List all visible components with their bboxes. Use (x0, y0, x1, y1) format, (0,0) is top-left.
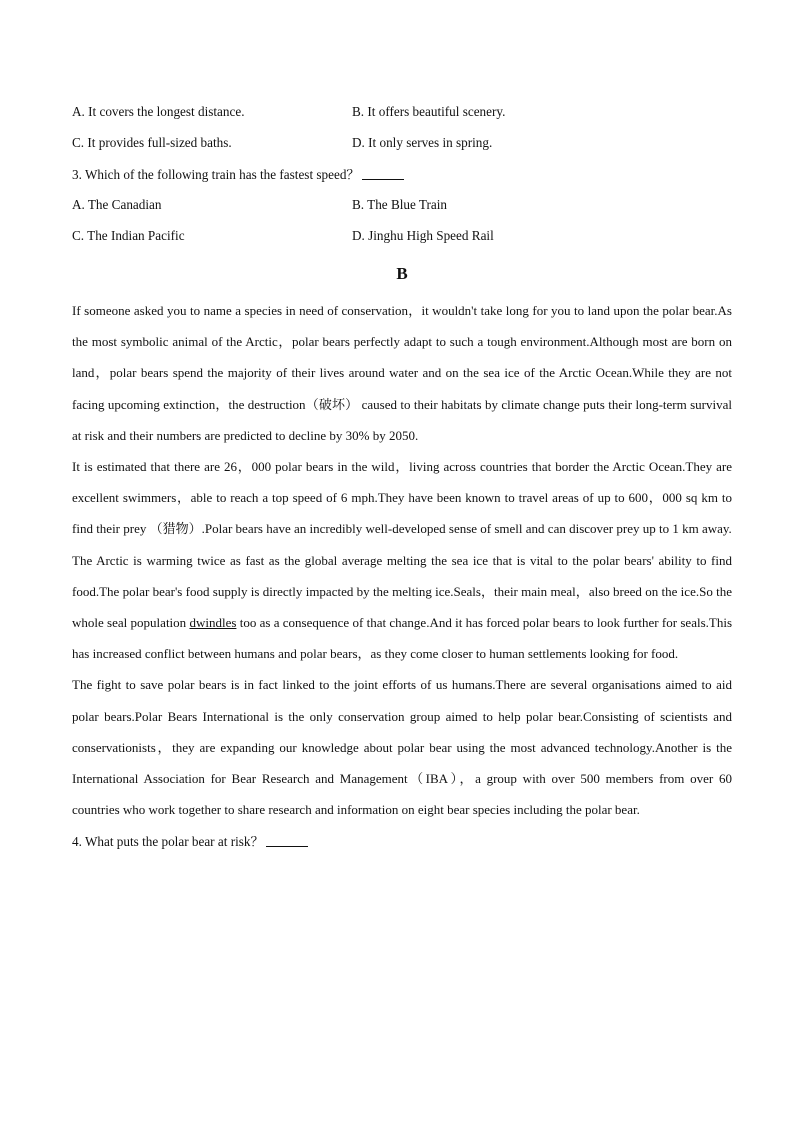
passage-paragraph-2: It is estimated that there are 26，000 polar bears in the wild，living across countries that border the Arctic Ocean.They are excellent swimmers，able to reach a top speed of 6 mph.They have been known to travel areas of up to 600，000 sq km to find their prey （猎物）.Polar bears have an incredibly well-developed sense of smell and can discover prey up to 1 km away. (72, 459, 732, 537)
q2-option-a[interactable]: A. It covers the longest distance. (72, 103, 245, 119)
q2-option-b[interactable]: B. It offers beautiful scenery. (352, 103, 506, 119)
question-4 (72, 825, 732, 856)
q2-options-row-1 (72, 96, 732, 127)
answer-blank-3[interactable] (362, 167, 404, 180)
q3-option-d[interactable]: D. Jinghu High Speed Rail (352, 227, 494, 243)
paragraph-3-text-before: The Arctic is warming twice as fast as the global average melting the sea ice that is vital to the polar bears' ability to find food.The polar bear's food supply is directly impacted by the melting ice.Seals，their main meal，also breed on the ice.So the whole seal population (72, 552, 732, 631)
q3-option-c[interactable]: C. The Indian Pacific (72, 227, 185, 243)
question-3 (72, 158, 732, 189)
q3-option-b[interactable]: B. The Blue Train (352, 196, 448, 212)
answer-blank-4[interactable] (266, 834, 308, 847)
q3-options-row-1 (72, 189, 732, 220)
underlined-word: dwindles (189, 615, 237, 631)
paragraph-3-text-after: too as a consequence of that change.And it has forced polar bears to look further for seals.This has increased conflict between humans and polar bears，as they come closer to human settlements looking for food. (72, 615, 732, 662)
q2-options-row-2 (72, 127, 732, 158)
q2-option-c[interactable]: C. It provides full-sized baths. (72, 134, 232, 150)
document-page (72, 96, 732, 856)
q3-options-row-2 (72, 220, 732, 251)
passage-paragraph-4: The fight to save polar bears is in fact linked to the joint efforts of us humans.There are several organisations aimed to aid polar bears.Polar Bears International is the only conservation group aimed to help polar bear.Consisting of scientists and conservationists，they are expanding our knowledge about polar bear using the most advanced technology.Another is the International Association for Bear Research and Management（IBA），a group with over 500 members from over 60 countries who work together to share research and information on eight bear species including the polar bear. (72, 677, 732, 818)
q2-option-d[interactable]: D. It only serves in spring. (352, 134, 493, 150)
question-4-text: 4. What puts the polar bear at risk？ (72, 834, 264, 850)
q3-option-a[interactable]: A. The Canadian (72, 196, 162, 212)
passage-paragraph-3 (72, 545, 732, 670)
question-3-text: 3. Which of the following train has the fastest speed？ (72, 167, 360, 182)
passage-paragraph-1: If someone asked you to name a species in need of conservation，it wouldn't take long for you to land upon the polar bear.As the most symbolic animal of the Arctic，polar bears perfectly adapt to such a tough environment.Although most are born on land，polar bears spend the majority of their lives around water and on the sea ice of the Arctic Ocean.While they are not facing upcoming extinction，the destruction（破坏） caused to their habitats by climate change puts their long-term survival at risk and their numbers are predicted to decline by 30% by 2050. (72, 303, 732, 443)
section-title: B (396, 264, 408, 283)
